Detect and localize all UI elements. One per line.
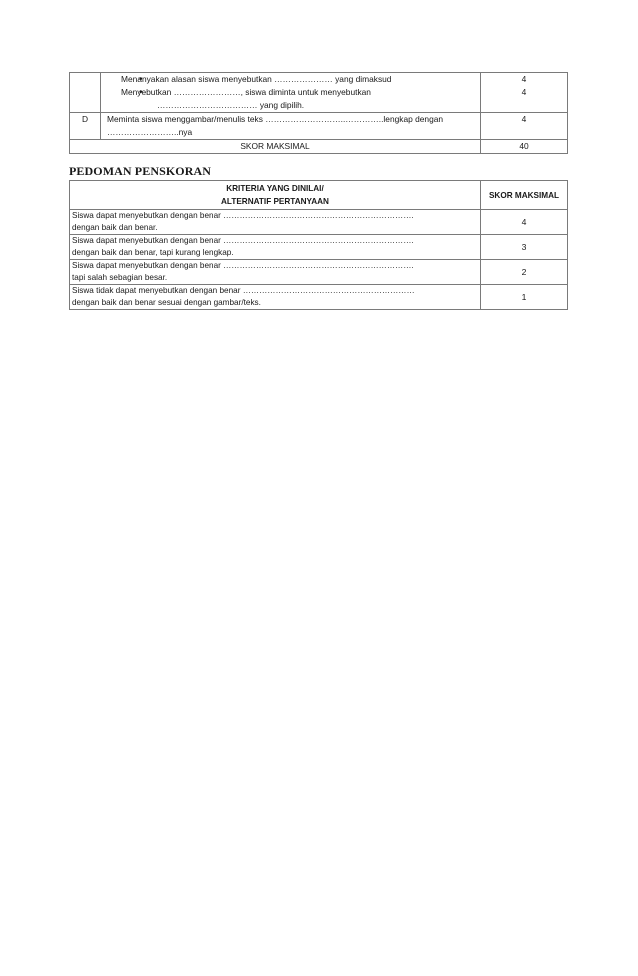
criteria-header — [70, 181, 481, 210]
score-header: SKOR MAKSIMAL — [481, 181, 568, 210]
criteria-cell — [70, 260, 481, 285]
row-d-line: Meminta siswa menggambar/menulis teks ………………………..…………..lengkap dengan — [107, 114, 444, 124]
criteria-line: Siswa dapat menyebutkan dengan benar ……………………………………………………………. — [72, 261, 414, 270]
list-item: • Menyebutkan ……………………, siswa diminta untuk menyebutkan — [101, 86, 480, 99]
table-row — [70, 285, 568, 310]
section-title: PEDOMAN PENSKORAN — [69, 164, 212, 178]
criteria-line: Siswa tidak dapat menyebutkan dengan benar ……………………………………………………… — [72, 286, 415, 295]
rubric-row-total — [70, 140, 568, 154]
table-row — [70, 260, 568, 285]
rubric-content-cell — [101, 113, 481, 140]
total-value: 40 — [481, 140, 568, 154]
criteria-header-line: KRITERIA YANG DINILAI/ — [226, 184, 324, 193]
criteria-cell — [70, 210, 481, 235]
score-cell: 2 — [481, 260, 568, 285]
rubric-table — [69, 72, 568, 154]
total-label: SKOR MAKSIMAL — [70, 140, 481, 154]
table-row — [70, 210, 568, 235]
table-row — [70, 235, 568, 260]
criteria-line: tapi salah sebagian besar. — [72, 273, 168, 282]
score-value: 4 — [521, 74, 527, 84]
criteria-line: Siswa dapat menyebutkan dengan benar ……………………………………………………………. — [72, 236, 414, 245]
bullet-list — [101, 73, 480, 99]
list-item: • Menanyakan alasan siswa menyebutkan ………………… yang dimaksud — [101, 73, 480, 86]
rubric-label-cell — [70, 73, 101, 113]
scoring-table — [69, 180, 568, 310]
list-item-continuation: ……………………………… yang dipilih. — [157, 100, 305, 110]
rubric-row-bullets — [70, 73, 568, 113]
score-cell: 1 — [481, 285, 568, 310]
criteria-cell — [70, 285, 481, 310]
criteria-line: Siswa dapat menyebutkan dengan benar ……………………………………………………………. — [72, 211, 414, 220]
rubric-content-cell — [101, 73, 481, 113]
score-value: 4 — [481, 113, 568, 140]
criteria-line: dengan baik dan benar, tapi kurang lengkap. — [72, 248, 234, 257]
criteria-cell — [70, 235, 481, 260]
rubric-row-d — [70, 113, 568, 140]
criteria-line: dengan baik dan benar sesuai dengan gambar/teks. — [72, 298, 261, 307]
score-cell: 3 — [481, 235, 568, 260]
criteria-header-line: ALTERNATIF PERTANYAAN — [221, 197, 329, 206]
score-value: 4 — [521, 87, 527, 97]
rubric-score-cell — [481, 73, 568, 113]
scoring-header-row — [70, 181, 568, 210]
rubric-label-cell: D — [70, 113, 101, 140]
row-d-line: ……………………..nya — [107, 127, 193, 137]
score-cell: 4 — [481, 210, 568, 235]
criteria-line: dengan baik dan benar. — [72, 223, 158, 232]
